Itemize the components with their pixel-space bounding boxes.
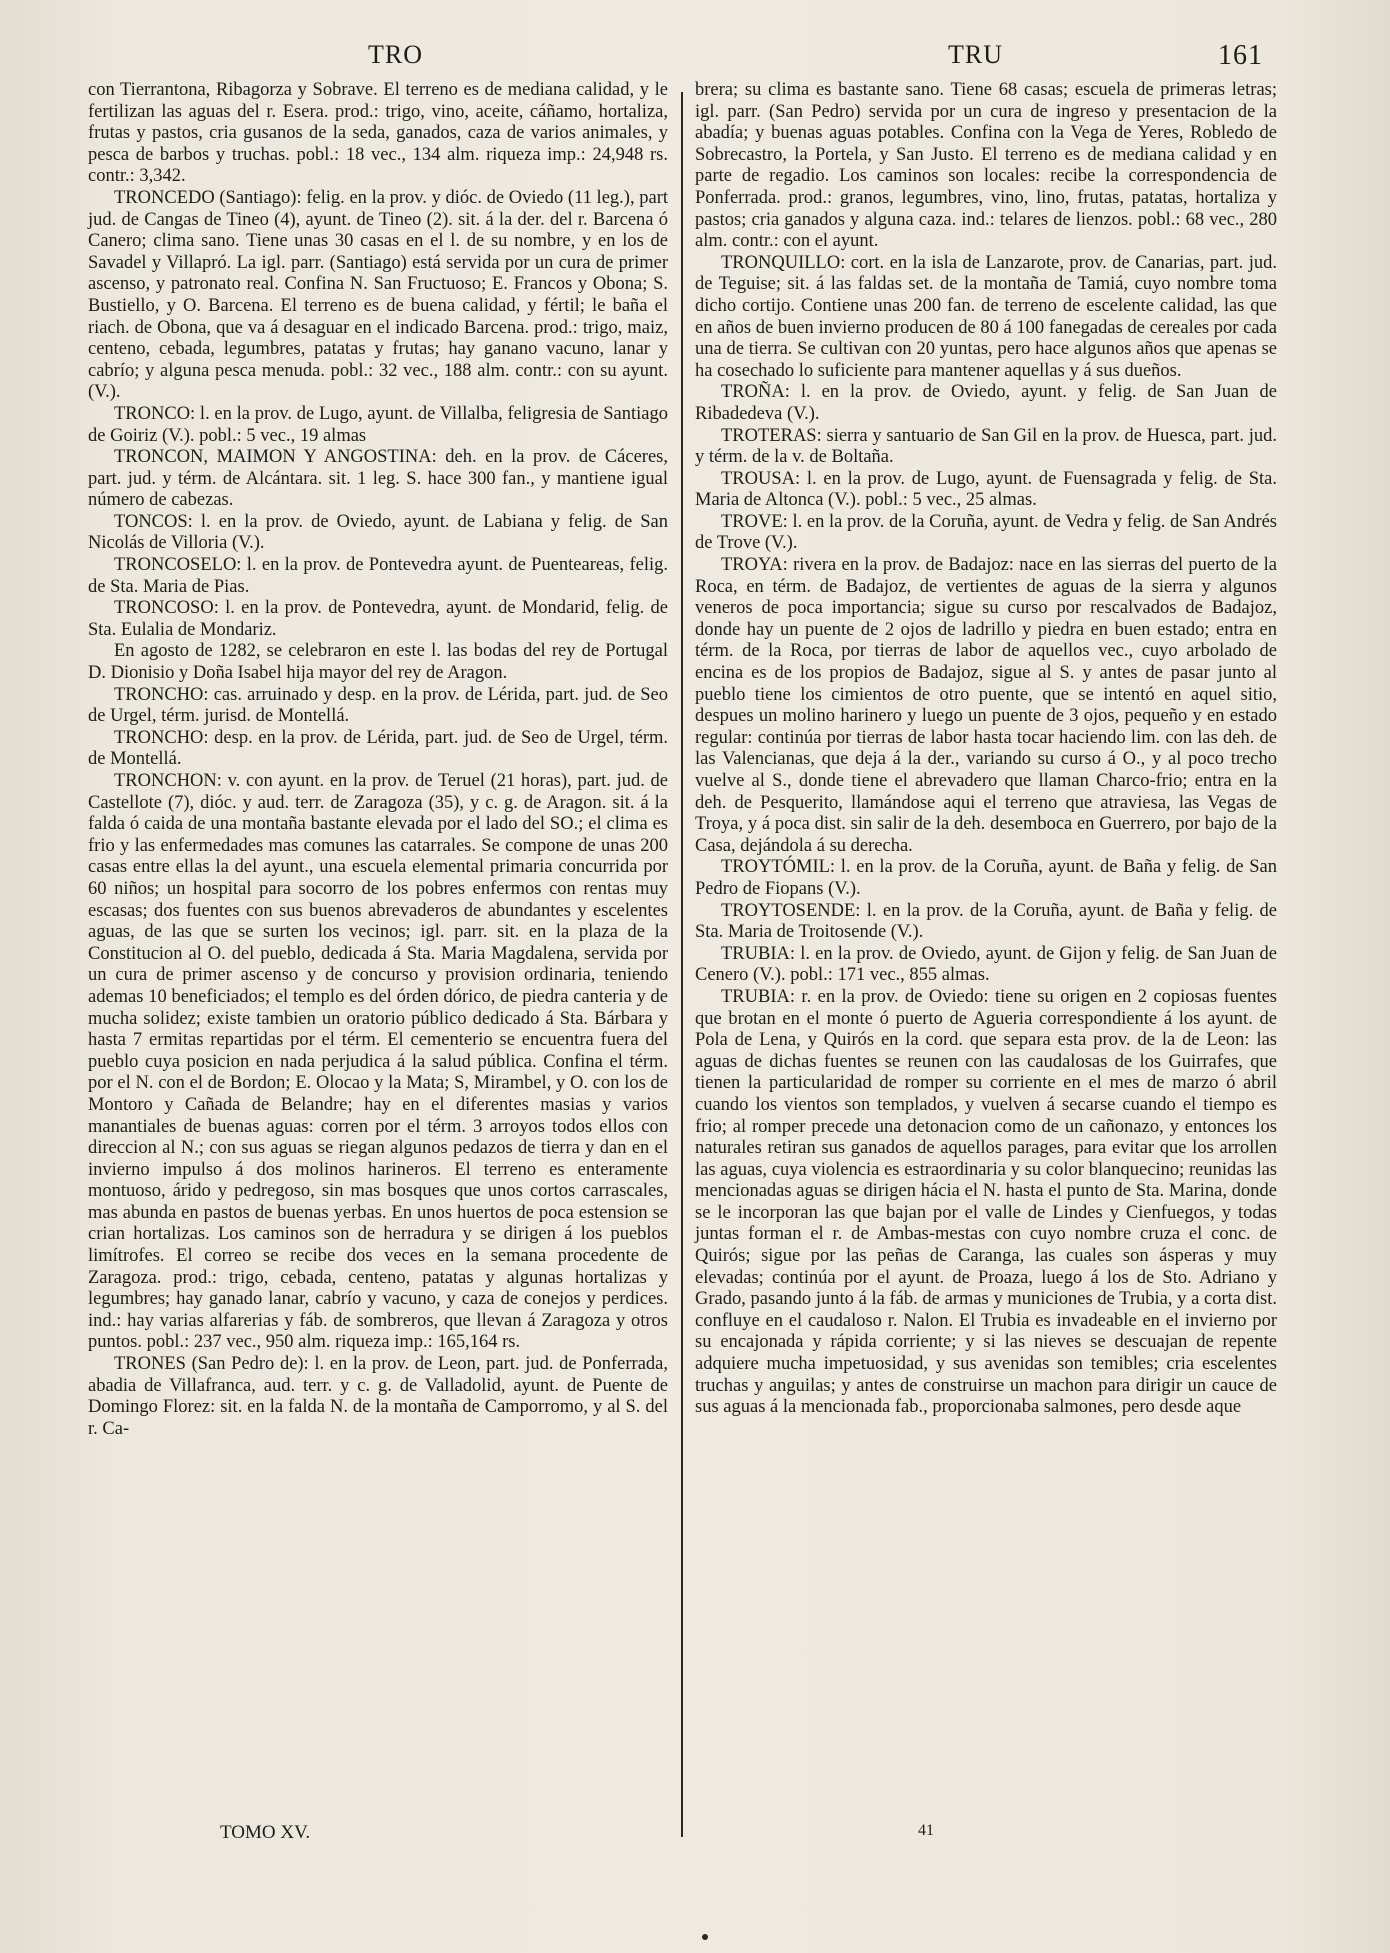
column-divider (681, 92, 683, 1837)
running-head-left: TRO (368, 40, 423, 69)
entry-paragraph: brera; su clima es bastante sano. Tiene 68 casas; escuela de primeras letras; igl. parr. (San Pedro) servida por un cura de ingreso y presentacion de la abadía; y buenas aguas potables. Confina con la Vega de Yeres, Robledo de Sobrecastro, la Portela, y San Justo. El terreno es de mediana calidad y en parte de regadio. Los caminos son locales: recibe la correspondencia de Ponferrada. prod.: granos, legumbres, vino, lino, frutas, patatas, hortaliza y pastos; cria ganados y alguna caza. ind.: telares de lienzos. pobl.: 68 vec., 280 alm. contr.: con el ayunt. (695, 80, 1277, 252)
entry-paragraph: TRONCHO: desp. en la prov. de Lérida, part. jud. de Seo de Urgel, térm. de Montellá. (88, 727, 668, 770)
entry-paragraph: TRUBIA: l. en la prov. de Oviedo, ayunt. de Gijon y felig. de San Juan de Cenero (V.). pobl.: 171 vec., 855 almas. (695, 943, 1277, 986)
entry-paragraph: TRUBIA: r. en la prov. de Oviedo: tiene su origen en 2 copiosas fuentes que brotan en el monte ó puerto de Agueria correspondiente á los ayunt. de Pola de Lena, y Quirós en la cord. que separa esta prov. de la de Leon: las aguas de dichas fuentes se reunen con las caudalosas de los Guirrafes, que tienen la particularidad de romper su corriente en el mes de marzo ó abril cuando los vientos son templados, y vuelven á secarse cuando el tiempo es frio; al romper precede una detonacion como de un cañonazo, y entonces los naturales retiran sus ganados de aquellos parages, para evitar que los arrollen las aguas, cuya violencia es estraordinaria y su color blanquecino; reunidas las mencionadas aguas se dirigen hácia el N. hasta el punto de Sta. Marina, donde se le incorporan las que bajan por el valle de Lindes y Cienfuegos, y todas juntas forman el r. de Ambas-mestas con cuyo nombre cruza el conc. de Quirós; sigue por las peñas de Caranga, las cuales son ásperas y muy elevadas; continúa por el ayunt. de Proaza, luego á los de Sto. Adriano y Grado, pasando junto á la fáb. de armas y municiones de Trubia, y a corta dist. confluye en el caudaloso r. Nalon. El Trubia es invadeable en el invierno por su encajonada y rápida corriente; y si las nieves se descuajan de repente adquiere mucha impetuosidad, y sus avenidas son temibles; cria escelentes truchas y anguilas; y antes de construirse un machon para dirigir un cauce de sus aguas á la mencionada fab., proporcionaba salmones, pero desde aque (695, 986, 1277, 1418)
entry-paragraph: TONCOS: l. en la prov. de Oviedo, ayunt. de Labiana y felig. de San Nicolás de Villoria (V.). (88, 511, 668, 554)
entry-paragraph: con Tierrantona, Ribagorza y Sobrave. El terreno es de mediana calidad, y le fertilizan las aguas del r. Esera. prod.: trigo, vino, aceite, cáñamo, hortaliza, frutas y pastos, cria gusanos de la seda, ganados, caza de varios animales, y pesca de barbos y truchas. pobl.: 18 vec., 134 alm. riqueza imp.: 24,948 rs. contr.: 3,342. (88, 80, 668, 187)
entry-paragraph: En agosto de 1282, se celebraron en este l. las bodas del rey de Portugal D. Dionisio y Doña Isabel hija mayor del rey de Aragon. (88, 641, 668, 684)
entry-paragraph: TROYTÓMIL: l. en la prov. de la Coruña, ayunt. de Baña y felig. de San Pedro de Fiopans (V.). (695, 857, 1277, 899)
entry-paragraph: TRONCON, MAIMON Y ANGOSTINA: deh. en la prov. de Cáceres, part. jud. y térm. de Alcántara. sit. 1 leg. S. hace 300 fan., y mantiene igual número de cabezas. (88, 447, 668, 511)
entry-paragraph: TRONCEDO (Santiago): felig. en la prov. y dióc. de Oviedo (11 leg.), part jud. de Cangas de Tineo (4), ayunt. de Tineo (2). sit. á la der. del r. Barcena ó Canero; clima sano. Tiene unas 30 casas en el l. de su nombre, y en los de Savadel y Villapró. La igl. parr. (Santiago) está servida por un cura de primer ascenso, y patronato real. Confina N. San Fructuoso; E. Francos y Obona; S. Bustiello, y O. Barcena. El terreno es de buena calidad, y fértil; le baña el riach. de Obona, que va á desaguar en el indicado Barcena. prod.: trigo, maiz, centeno, cebada, legumbres, patatas y frutas; hay ganano vacuno, lanar y cabrío; y alguna pesca menuda. pobl.: 32 vec., 188 alm. contr.: con su ayunt. (V.). (88, 187, 668, 403)
entry-paragraph: TROUSA: l. en la prov. de Lugo, ayunt. de Fuensagrada y felig. de Sta. Maria de Altonca (V.). pobl.: 5 vec., 25 almas. (695, 468, 1277, 511)
left-column (88, 80, 668, 1440)
entry-paragraph: TROYA: rivera en la prov. de Badajoz: nace en las sierras del puerto de la Roca, en térm. de Badajoz, de vertientes de aguas de la sierra y algunos veneros de poca importancia; sigue su curso por rescalvados de Badajoz, donde hay un puente de 2 ojos de ladrillo y piedra en buen estado; entra en térm. de la Roca, por tierras de labor de aquellos vec., cuyo arbolado de encina es de los propios de Badajoz, sigue al S. y antes de pasar junto al pueblo tiene los cimientos de otro puente, que se intentó en aquel sitio, despues un molino harinero y luego un puente de 3 ojos, pequeño y en estado regular: continúa por tierras de labor hasta tocar haciendo lim. con las deh. de las Valencianas, que deja á la der., variando su curso á O., y al poco trecho vuelve al S., donde tiene el abrevadero que llaman Charco-frio; entra en la deh. de Pesquerito, llamándose aqui el terreno que atraviesa, las Vegas de Troya, y á poca dist. sin salir de la deh. desemboca en Guerrero, por bajo de la Casa, dejándola á su derecha. (695, 555, 1277, 856)
entry-paragraph: TRONCHON: v. con ayunt. en la prov. de Teruel (21 horas), part. jud. de Castellote (7), dióc. y aud. terr. de Zaragoza (35), y c. g. de Aragon. sit. á la falda ó caida de una montaña bastante elevada por el lado del SO.; el clima es frio y las enfermedades mas comunes las catarrales. Se compone de unas 200 casas entre ellas la del ayunt., una escuela elemental primaria concurrida por 60 niños; un hospital para socorro de los pobres enfermos con rentas muy escasas; dos fuentes con sus buenos abrevaderos de abundantes y escelentes aguas, de las que se surten los vecinos; igl. parr. sit. en la plaza de la Constitucion al O. del pueblo, dedicada á Sta. Maria Magdalena, servida por un cura de primer ascenso y de concurso y provision ordinaria, teniendo ademas 10 beneficiados; el templo es del órden dórico, de piedra canteria y de mucha solidez; existe tambien un oratorio público dedicado á Sta. Bárbara y hasta 7 ermitas repartidas por el térm. El cementerio se encuentra fuera del pueblo cuya posicion en nada perjudica á la salud pública. Confina el térm. por el N. con el de Bordon; E. Olocao y la Mata; S, Mirambel, y O. con los de Montoro y Cañada de Belandre; hay en el diferentes masias y varios manantiales de buenas aguas: corren por el térm. 3 arroyos todos ellos con direccion al N.; con sus aguas se riegan algunos pedazos de tierra y dan en el invierno impulso á dos molinos harineros. El terreno es enteramente montuoso, árido y pedregoso, sin mas bosques que unos cortos carrascales, mas abunda en pastos de buenas yerbas. En unos huertos de poca estension se crian hortalizas. Los caminos son de herradura y se dirigen á los pueblos limítrofes. El correo se recibe dos veces en la semana procedente de Zaragoza. prod.: trigo, cebada, centeno, patatas y algunas hortalizas y legumbres; hay ganado lanar, cabrío y vacuno, y caza de conejos y perdices. ind.: hay varias alfarerias y fáb. de sombreros, que llevan á Zaragoza y otros puntos. pobl.: 237 vec., 950 alm. riqueza imp.: 165,164 rs. (88, 771, 668, 1353)
entry-paragraph: TROVE: l. en la prov. de la Coruña, ayunt. de Vedra y felig. de San Andrés de Trove (V.). (695, 511, 1277, 554)
entry-paragraph: TRONQUILLO: cort. en la isla de Lanzarote, prov. de Canarias, part. jud. de Teguise; sit. á las faldas set. de la montaña de Tamiá, cuyo nombre toma dicho cortijo. Contiene unas 200 fan. de terreno de escelente calidad, las que en años de buen invierno producen de 80 á 100 fanegadas de cereales por cada una de tierra. Se cultivan con 20 yuntas, pero hace algunos años que apenas se ha cosechado lo suficiente para mantener aquellas y á sus dueños. (695, 252, 1277, 381)
entry-paragraph: TRONES (San Pedro de): l. en la prov. de Leon, part. jud. de Ponferrada, abadia de Villafranca, aud. terr. y c. g. de Valladolid, ayunt. de Puente de Domingo Florez: sit. en la falda N. de la montaña de Camporromo, y al S. del r. Ca- (88, 1354, 668, 1439)
entry-paragraph: TRONCO: l. en la prov. de Lugo, ayunt. de Villalba, feligresia de Santiago de Goiriz (V.). pobl.: 5 vec., 19 almas (88, 403, 668, 446)
ink-speck (702, 1934, 708, 1940)
running-head-center: TRU (948, 40, 1003, 69)
entry-paragraph: TRONCOSO: l. en la prov. de Pontevedra, ayunt. de Mondarid, felig. de Sta. Eulalia de Mondariz. (88, 598, 668, 640)
volume-label: TOMO XV. (220, 1822, 311, 1843)
entry-paragraph: TRONCHO: cas. arruinado y desp. en la prov. de Lérida, part. jud. de Seo de Urgel, térm. jurisd. de Montellá. (88, 684, 668, 727)
right-column (695, 80, 1277, 1419)
entry-paragraph: TROTERAS: sierra y santuario de San Gil en la prov. de Huesca, part. jud. y térm. de la v. de Boltaña. (695, 425, 1277, 468)
signature-mark: 41 (918, 1822, 934, 1839)
page-number: 161 (1218, 40, 1263, 71)
entry-paragraph: TROÑA: l. en la prov. de Oviedo, ayunt. y felig. de San Juan de Ribadedeva (V.). (695, 382, 1277, 424)
entry-paragraph: TRONCOSELO: l. en la prov. de Pontevedra ayunt. de Puenteareas, felig. de Sta. Maria de Pias. (88, 555, 668, 597)
entry-paragraph: TROYTOSENDE: l. en la prov. de la Coruña, ayunt. de Baña y felig. de Sta. Maria de Troitosende (V.). (695, 900, 1277, 943)
